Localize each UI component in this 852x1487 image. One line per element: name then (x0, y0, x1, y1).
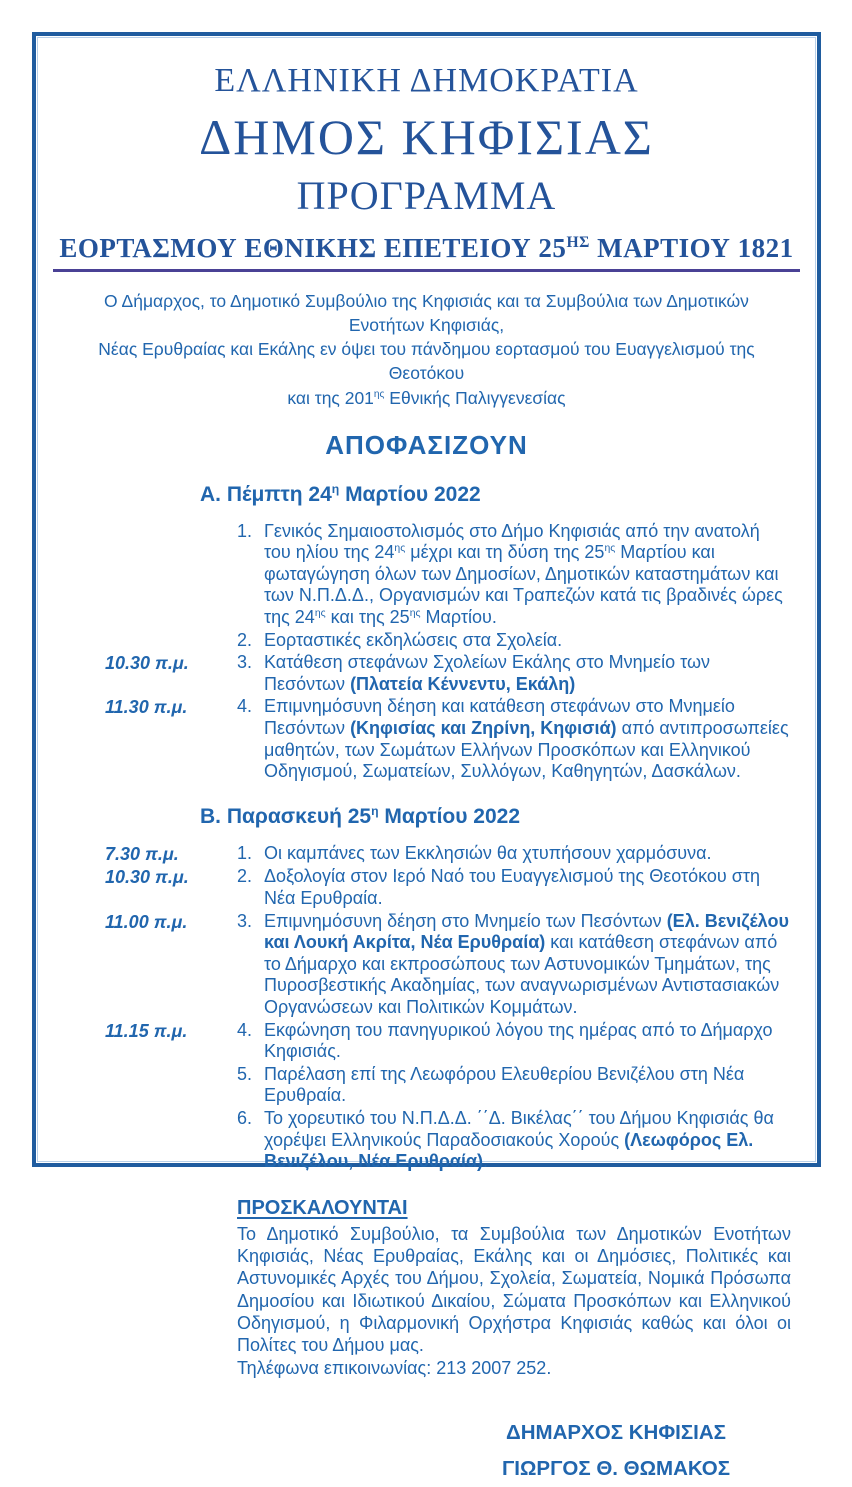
item-text: Το χορευτικό του Ν.Π.Δ.Δ. ΄΄Δ. Βικέλας΄΄ του Δήμου Κηφισιάς θα χορέψει Ελληνικούς Παραδοσιακούς Χορούς (Λεωφόρος Ελ. Βενιζέλου, Νέα Ερυθραία). (264, 1107, 774, 1172)
republic-heading: ΕΛΛΗΝΙΚΗ ΔΗΜΟΚΡΑΤΙΑ (214, 62, 639, 99)
invitation-block (237, 1197, 791, 1379)
intro-paragraph: Ο Δήμαρχος, το Δημοτικό Συμβούλιο της Κηφισιάς και τα Συμβούλια των Δημοτικών Ενοτήτων Κηφισιάς, Νέας Ερυθραίας και Εκάλης εν όψει του πάνδημου εορτασμού του Ευαγγελισμού της Θεοτόκου και της $201^{\eta\varsigma}$ Εθνικής Παλιγγενεσίας (98, 291, 755, 408)
item-text: Γενικός Σημαιοστολισμός στο Δήμο Κηφισιάς από την ανατολή του ηλίου της $24^{\eta\varsigma}$ μέχρι και τη δύση της $25^{\eta\varsigma}$ Μαρτίου και φωταγώγηση όλων των Δημοσίων, Δημοτικών καταστημάτων και των Ν.Π.Δ.Δ., Οργανισμών και Τραπεζών κατά τις βραδινές ώρες της $24^{\eta\varsigma}$ και της $25^{\eta\varsigma}$ Μαρτίου. (264, 520, 783, 628)
item-text: Παρέλαση επί της Λεωφόρου Ελευθερίου Βενιζέλου στη Νέα Ερυθραία. (264, 1063, 745, 1106)
event-title: ΕΟΡΤΑΣΜΟΥ ΕΘΝΙΚΗΣ ΕΠΕΤΕΙΟΥ $25^{H\Sigma}$ ΜΑΡΤΙΟΥ 1821 (53, 233, 799, 272)
item-time: 11.30 π.μ. (105, 697, 188, 718)
item-text: Επιμνημόσυνη δέηση στο Μνημείο των Πεσόντων (Ελ. Βενιζέλου και Λουκή Ακρίτα, Νέα Ερυθραία) και κατάθεση στεφάνων από το Δήμαρχο και εκπροσώπους των Αστυνομικών Τμημάτων, της Πυροσβεστικής Ακαδημίας, των αναγνωρισμένων Αντιστασιακών Οργανώσεων και Πολιτικών Κομμάτων. (264, 910, 789, 1017)
item-text: Οι καμπάνες των Εκκλησιών θα χτυπήσουν χαρμόσυνα. (264, 842, 712, 863)
item-time (105, 521, 237, 629)
item-number: 1. (237, 520, 253, 541)
schedule-item (105, 1020, 791, 1063)
schedule-item (105, 866, 791, 909)
item-text: Εορταστικές εκδηλώσεις στα Σχολεία. (264, 629, 563, 650)
item-text: Δοξολογία στον Ιερό Ναό του Ευαγγελισμού της Θεοτόκου στη Νέα Ερυθραία. (264, 866, 760, 909)
schedule-section (36, 805, 817, 1173)
item-time: 10.30 π.μ. (105, 867, 189, 888)
schedule-item (105, 521, 791, 629)
page-border (32, 32, 821, 1480)
event-title-wrap (36, 233, 817, 272)
item-number: 5. (237, 1063, 253, 1084)
section-header: Α. Πέμπτη $24^\eta$ Μαρτίου 2022 (200, 481, 481, 506)
item-time (105, 630, 237, 652)
schedule-item (105, 1064, 791, 1107)
item-number: 1. (237, 842, 253, 863)
schedule-section (36, 483, 817, 783)
municipality-heading: ΔΗΜΟΣ ΚΗΦΙΣΙΑΣ (199, 109, 654, 165)
item-time: 11.15 π.μ. (105, 1020, 188, 1041)
item-number: 3. (237, 910, 253, 931)
item-number: 4. (237, 1019, 253, 1040)
schedule-item (105, 652, 791, 695)
schedule-item (105, 911, 791, 1019)
schedule-item (105, 696, 791, 782)
item-number: 2. (237, 866, 253, 887)
schedule-sections (36, 483, 817, 1173)
item-time: 11.00 π.μ. (105, 911, 188, 932)
schedule-item (105, 1108, 791, 1173)
invitation-heading: ΠΡΟΣΚΑΛΟΥΝΤΑΙ (237, 1196, 408, 1219)
decision-heading: ΑΠΟΦΑΣΙΖΟΥΝ (325, 429, 528, 460)
schedule-item (105, 843, 791, 866)
program-heading: ΠΡΟΓΡΑΜΜΑ (296, 173, 557, 218)
item-number: 3. (237, 652, 253, 673)
item-text: Κατάθεση στεφάνων Σχολείων Εκάλης στο Μνημείο των Πεσόντων (Πλατεία Κέννεντυ, Εκάλη) (264, 652, 711, 694)
item-time: 10.30 π.μ. (105, 653, 189, 674)
mayor-name: ΓΙΩΡΓΟΣ Θ. ΘΩΜΑΚΟΣ (501, 1456, 731, 1480)
invitation-body: Το Δημοτικό Συμβούλιο, τα Συμβούλια των Δημοτικών Ενοτήτων Κηφισιάς, Νέας Ερυθραίας, Εκάλης και οι Δημόσιες, Πολιτικές και Αστυνομικές Αρχές του Δήμου, Σχολεία, Σωματεία, Νομικά Πρόσωπα Δημοσίου και Ιδιωτικού Δικαίου, Σώματα Προσκόπων και Ελληνικού Οδηγισμού, η Φιλαρμονική Ορχήστρα Κηφισιάς καθώς και όλοι οι Πολίτες του Δήμου μας. (237, 1223, 791, 1356)
item-time (105, 1108, 237, 1173)
item-text: Εκφώνηση του πανηγυρικού λόγου της ημέρας από το Δήμαρχο Κηφισιάς. (264, 1019, 773, 1062)
item-time (105, 1064, 237, 1107)
signature-block (471, 1415, 761, 1487)
mayor-title: ΔΗΜΑΡΧΟΣ ΚΗΦΙΣΙΑΣ (506, 1420, 726, 1444)
item-text: Επιμνημόσυνη δέηση και κατάθεση στεφάνων στο Μνημείο Πεσόντων (Κηφισίας και Ζηρίνη, Κηφισιά) από αντιπροσωπείες μαθητών, των Σωμάτων Ελλήνων Προσκόπων και Ελληνικού Οδηγισμού, Σωματείων, Συλλόγων, Καθηγητών, Δασκάλων. (264, 696, 789, 782)
section-header: Β. Παρασκευή $25^\eta$ Μαρτίου 2022 (200, 803, 520, 828)
item-time: 7.30 π.μ. (105, 843, 179, 864)
item-number: 2. (237, 629, 253, 650)
invitation-phone: Τηλέφωνα επικοινωνίας: 213 2007 252. (237, 1357, 552, 1378)
item-number: 6. (237, 1107, 253, 1128)
document-content (36, 62, 817, 1480)
schedule-item (105, 630, 791, 652)
item-number: 4. (237, 696, 253, 717)
